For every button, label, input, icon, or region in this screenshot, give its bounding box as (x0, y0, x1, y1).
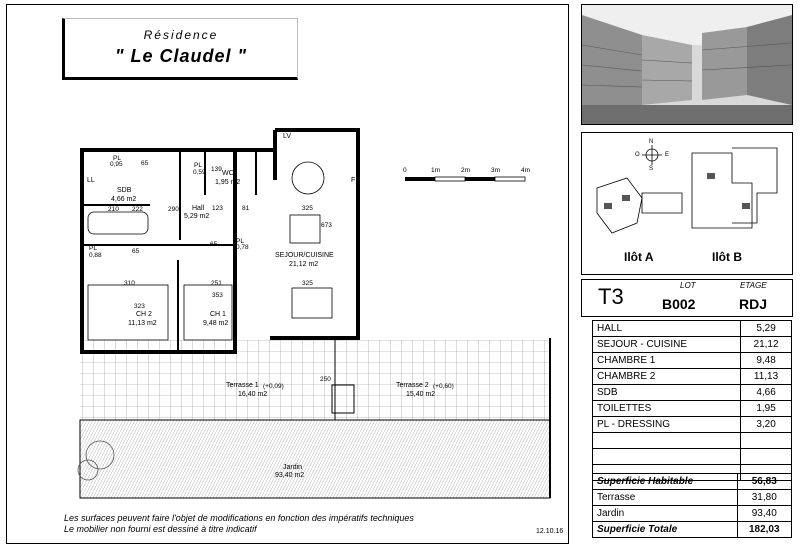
room-value (741, 433, 792, 449)
table-row (593, 474, 792, 490)
wc-label: WC (222, 170, 234, 177)
footer-note-2: Le mobilier non fourni est dessiné à titre indicatif (64, 524, 257, 534)
table-row (593, 417, 792, 433)
scale-4m: 4m (521, 167, 531, 174)
terrasse-value: 31,80 (737, 490, 791, 506)
room-label: CHAMBRE 2 (593, 369, 741, 385)
habitable-label: Superficie Habitable (593, 474, 738, 490)
jardin-label: Jardin (283, 464, 303, 471)
ch2-dim2: 323 (134, 303, 145, 310)
ilot-b-label: Ilôt B (712, 250, 742, 264)
hall-dim: 290 (168, 206, 179, 213)
footer-note-1: Les surfaces peuvent faire l'objet de modifications en fonction des impératifs techniques (64, 513, 414, 523)
sdb-dim: 210 (108, 206, 119, 213)
residence-title-box (62, 18, 298, 80)
etage-value: RDJ (739, 296, 768, 312)
table-row (593, 369, 792, 385)
ch1-area: 9,48 m2 (203, 320, 229, 327)
room-label: SDB (593, 385, 741, 401)
pl4-label: PL (236, 238, 244, 245)
jardin-label: Jardin (593, 506, 738, 522)
sdb-dim2: 222 (132, 206, 143, 213)
surface-summary-table (592, 473, 792, 538)
sejour-area: 21,12 m2 (289, 261, 319, 268)
table-row (593, 321, 792, 337)
ch2-dim: 310 (124, 280, 135, 287)
compass-s: S (649, 166, 654, 172)
table-row (593, 490, 792, 506)
room-value: 11,13 (741, 369, 792, 385)
pl2-area: 0,59 (193, 169, 206, 176)
room-label: PL - DRESSING (593, 417, 741, 433)
apartment-type: T3 (598, 284, 624, 309)
sejour-dim3: 325 (302, 280, 313, 287)
building-rendering-image (582, 5, 792, 124)
room-label: CHAMBRE 1 (593, 353, 741, 369)
habitable-value: 56,83 (737, 474, 791, 490)
table-row (593, 353, 792, 369)
table-row (593, 506, 792, 522)
terrasse2-label: Terrasse 2 (396, 382, 429, 389)
scale-bar (400, 175, 535, 185)
compass-o: O (635, 152, 640, 158)
ilot-a-label: Ilôt A (624, 250, 654, 264)
terrasse-dim: 250 (320, 376, 331, 383)
pl1-area: 0,95 (110, 161, 123, 168)
room-label: HALL (593, 321, 741, 337)
room-value: 5,29 (741, 321, 792, 337)
sejour-dim2: 673 (321, 222, 332, 229)
pl4-area: 0,78 (236, 244, 249, 251)
sdb-dim3: 65 (141, 160, 149, 167)
table-row (593, 337, 792, 353)
jardin-area: 93,40 m2 (275, 472, 305, 479)
hall-label: Hall (192, 205, 205, 212)
compass-e: E (665, 152, 670, 158)
pl4-dim: 65 (210, 241, 218, 248)
hall-dim2: 123 (212, 205, 223, 212)
table-row (593, 385, 792, 401)
building-rendering (581, 4, 793, 125)
scale-0: 0 (403, 167, 407, 174)
ch1-label: CH 1 (210, 311, 226, 318)
table-row (593, 449, 792, 465)
site-plan (581, 132, 793, 275)
pl2-label: PL (194, 162, 202, 169)
sdb-area: 4,66 m2 (111, 196, 137, 203)
lot-header: LOT (680, 281, 696, 290)
hall-dim3: 81 (242, 205, 250, 212)
room-areas-table (592, 320, 792, 481)
total-label: Superficie Totale (593, 522, 738, 538)
room-label: TOILETTES (593, 401, 741, 417)
etage-header: ETAGE (740, 281, 767, 290)
plan-date: 12.10.16 (536, 528, 564, 535)
table-row (593, 433, 792, 449)
table-row (593, 522, 792, 538)
room-value: 21,12 (741, 337, 792, 353)
ch2-area: 11,13 m2 (128, 320, 157, 327)
site-plan-drawing (582, 133, 792, 274)
room-value: 3,20 (741, 417, 792, 433)
garden-area (80, 420, 550, 498)
room-label: SEJOUR - CUISINE (593, 337, 741, 353)
ch1-dim2: 353 (212, 292, 223, 299)
wc-dim: 139 (211, 166, 222, 173)
ll-label: LL (87, 177, 95, 184)
terrasse2-area: 15,40 m2 (406, 391, 436, 398)
terrasse1-label: Terrasse 1 (226, 382, 259, 389)
pl1-label: PL (113, 155, 121, 162)
scale-3m: 3m (491, 167, 501, 174)
sdb-label: SDB (117, 187, 132, 194)
residence-name: " Le Claudel " (114, 46, 248, 66)
room-value: 9,48 (741, 353, 792, 369)
lot-info-box (581, 279, 793, 317)
room-value: 1,95 (741, 401, 792, 417)
lv-label: LV (283, 133, 292, 140)
pl3-dim: 65 (132, 248, 140, 255)
total-value: 182,03 (737, 522, 791, 538)
room-label (593, 433, 741, 449)
terrasse1-sub: (+0,09) (263, 383, 284, 390)
compass-n: N (649, 139, 654, 145)
hall-area: 5,29 m2 (184, 213, 210, 220)
scale-2m: 2m (461, 167, 471, 174)
terrasse2-sub: (+0,60) (433, 383, 454, 390)
sejour-dim: 325 (302, 205, 313, 212)
residence-label: Résidence (143, 28, 219, 42)
sejour-label: SEJOUR/CUISINE (275, 252, 334, 259)
scale-1m: 1m (431, 167, 441, 174)
jardin-value: 93,40 (737, 506, 791, 522)
lot-value: B002 (662, 296, 696, 312)
room-value (741, 449, 792, 465)
wc-area: 1,95 m2 (215, 179, 241, 186)
room-label (593, 449, 741, 465)
table-row (593, 401, 792, 417)
ch2-label: CH 2 (136, 311, 152, 318)
room-value: 4,66 (741, 385, 792, 401)
pl3-area: 0,88 (89, 252, 102, 259)
terrasse-label: Terrasse (593, 490, 738, 506)
terrasse1-area: 16,40 m2 (238, 391, 268, 398)
ch1-dim: 251 (211, 280, 222, 287)
f-label: F (351, 177, 356, 184)
pl3-label: PL (89, 245, 97, 252)
